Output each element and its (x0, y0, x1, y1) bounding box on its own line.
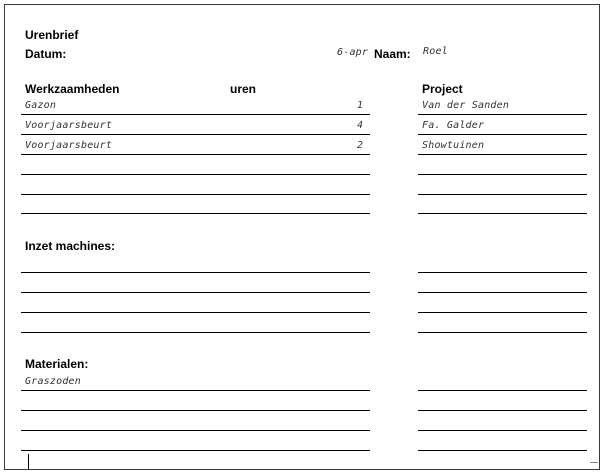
activity-line[interactable] (21, 174, 370, 175)
project-header: Project (422, 82, 463, 96)
hours-header: uren (230, 82, 257, 96)
machines-label: Inzet machines: (25, 239, 116, 253)
row-2-project[interactable]: Fa. Galder (422, 120, 485, 131)
row-1-activity[interactable]: Gazon (25, 100, 57, 111)
row-3-project[interactable]: Showtuinen (422, 140, 485, 151)
name-label: Naam: (374, 47, 411, 61)
materials-project-line[interactable] (418, 450, 587, 451)
row-1-hours[interactable]: 1 (357, 100, 364, 111)
project-line[interactable] (418, 174, 587, 175)
machines-project-line[interactable] (418, 292, 587, 293)
project-line[interactable] (418, 154, 587, 155)
materials-line[interactable] (21, 430, 370, 431)
project-line[interactable] (418, 134, 587, 135)
materials-line[interactable] (21, 450, 370, 451)
project-line[interactable] (418, 114, 587, 115)
row-2-activity[interactable]: Voorjaarsbeurt (25, 120, 113, 131)
machines-line[interactable] (21, 312, 370, 313)
machines-line[interactable] (21, 332, 370, 333)
project-line[interactable] (418, 194, 587, 195)
project-line[interactable] (418, 213, 587, 214)
activity-line[interactable] (21, 194, 370, 195)
machines-project-line[interactable] (418, 332, 587, 333)
name-value[interactable]: Roel (423, 46, 448, 57)
timesheet-page (4, 4, 600, 470)
date-value[interactable]: 6-apr (337, 47, 369, 58)
material-item-1[interactable]: Graszoden (25, 376, 81, 387)
machines-line[interactable] (21, 292, 370, 293)
materials-project-line[interactable] (418, 410, 587, 411)
materials-line[interactable] (21, 410, 370, 411)
activity-line[interactable] (21, 134, 370, 135)
page-corner-mark (590, 462, 598, 471)
materials-line[interactable] (21, 390, 370, 391)
activities-header: Werkzaamheden (25, 82, 120, 96)
materials-project-line[interactable] (418, 430, 587, 431)
materials-project-line[interactable] (418, 390, 587, 391)
machines-project-line[interactable] (418, 312, 587, 313)
form-title: Urenbrief (25, 28, 79, 42)
row-2-hours[interactable]: 4 (357, 120, 364, 131)
date-label: Datum: (25, 47, 67, 61)
materials-label: Materialen: (25, 357, 89, 371)
machines-line[interactable] (21, 272, 370, 273)
activity-line[interactable] (21, 154, 370, 155)
row-3-hours[interactable]: 2 (357, 140, 364, 151)
text-cursor (28, 454, 29, 469)
row-3-activity[interactable]: Voorjaarsbeurt (25, 140, 113, 151)
activity-line[interactable] (21, 114, 370, 115)
machines-project-line[interactable] (418, 272, 587, 273)
row-1-project[interactable]: Van der Sanden (422, 100, 510, 111)
activity-line[interactable] (21, 213, 370, 214)
